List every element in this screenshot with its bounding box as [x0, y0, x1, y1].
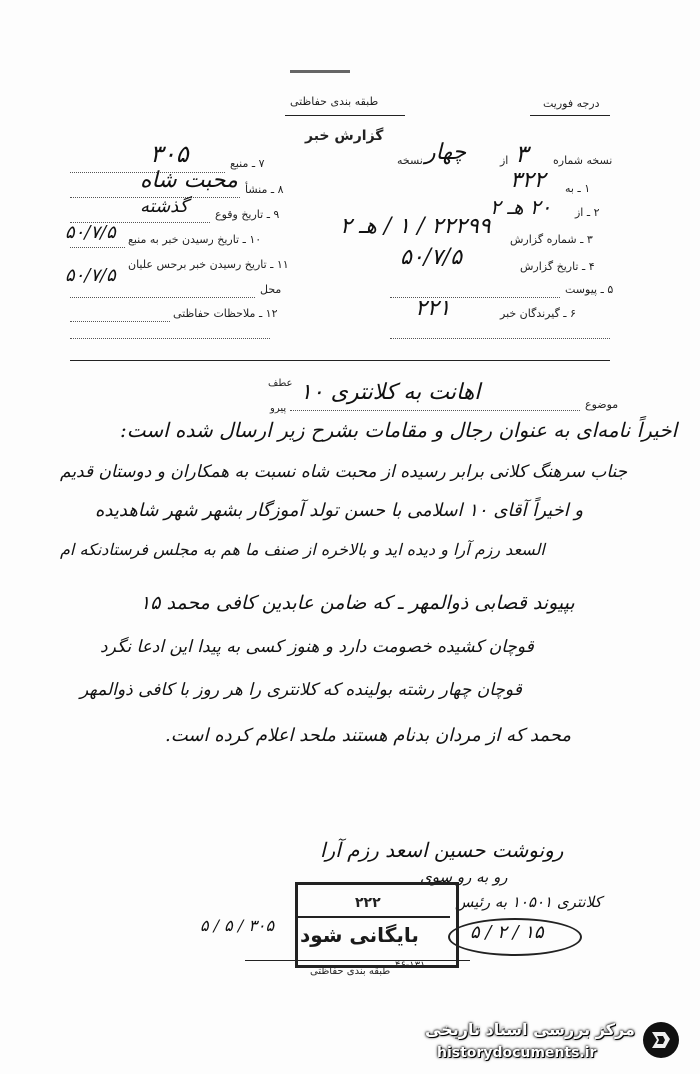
- circled-note-text: ۱۵ / ۲ / ۵: [470, 922, 544, 943]
- field-line-12: [70, 321, 170, 322]
- field-11-label: ۱۱ ـ تاریخ رسیدن خبر برحس علیان: [128, 258, 289, 271]
- classification-label: طبقه بندی حفاظتی: [290, 95, 379, 108]
- field-10-label: ۱۰ ـ تاریخ رسیدن خبر به منبع: [128, 233, 262, 246]
- body-line-4: السعد رزم آرا و دیده اید و بالاخره از صنف ما هم به مجلس فرستادنکه ام: [60, 540, 545, 559]
- stamp-caption: طبقه بندی حفاظتی: [310, 966, 391, 977]
- recipients-value: ۲۲۱: [415, 296, 451, 321]
- field-5-label: ۵ ـ پیوست: [565, 283, 614, 296]
- field-2-label: ۲ ـ از: [575, 206, 600, 219]
- signature-line-2: رو به رو سوی: [420, 868, 508, 886]
- event-date-value: گذشته: [140, 196, 189, 217]
- copy-number-value: ۳: [515, 140, 528, 168]
- date-received-value: ۵۰/۷/۵: [65, 265, 116, 286]
- stamp-code: ۳۰۵ / ۵ / ۵: [200, 916, 275, 935]
- signature-line-1: رونوشت حسین اسعد رزم آرا: [320, 838, 564, 862]
- stamp-ref: ۴۶-۱۳۱: [395, 960, 426, 971]
- field-line-6b: [390, 338, 610, 339]
- copy-word-label: نسخه: [397, 154, 423, 167]
- subject-side-bottom: پیرو: [270, 403, 287, 414]
- origin-value: محبت شاه: [140, 168, 238, 193]
- copy-from-label: از: [500, 154, 509, 167]
- copy-of-value: چهار: [425, 140, 467, 165]
- body-line-3: و اخیراً آقای ۱۰ اسلامی با حسن تولد آموزگار بشهر شهر شاهدیده: [95, 500, 584, 521]
- subject-side-top: عطف: [268, 378, 293, 389]
- urgency-label: درجه فوریت: [543, 97, 600, 110]
- report-number-value: ۲۲۲۹۹ / ۱ / هـ ۲: [340, 214, 491, 239]
- body-line-6: قوچان کشیده خصومت دارد و هنوز کسی به پیدا این ادعا نگرد: [100, 637, 534, 657]
- field-line-place: [70, 297, 255, 298]
- field-8-label: ۸ ـ منشأ: [245, 183, 284, 196]
- stamp-baseline: [245, 960, 470, 961]
- form-title: گزارش خبر: [305, 128, 384, 144]
- field-3-label: ۳ ـ شماره گزارش: [510, 233, 593, 246]
- footer-url[interactable]: historydocuments.ir: [437, 1045, 597, 1061]
- field-7-label: ۷ ـ منبع: [230, 157, 265, 170]
- subject-label: موضوع: [585, 398, 619, 411]
- body-line-7: قوچان چهار رشته بولینده که کلانتری را هر روز با کافی ذوالمهر: [80, 680, 522, 700]
- stamp-divider: [298, 916, 450, 918]
- subject-value: اهانت به کلانتری ۱۰: [300, 380, 481, 405]
- header-underline-right: [530, 115, 610, 116]
- from-value: ۲۰ هـ ۲: [490, 195, 552, 219]
- field-9-label: ۹ ـ تاریخ وقوع: [215, 208, 280, 221]
- body-line-5: بپیوند قصابی ذوالمهر ـ که ضامن عابدین کافی محمد ۱۵: [140, 592, 575, 614]
- section-divider: [70, 360, 610, 361]
- report-date-value: ۵۰/۷/۵: [400, 245, 463, 270]
- signature-line-3: کلانتری ۱۰۵۰۱ به رئیس: [455, 893, 602, 911]
- body-line-1: اخیراً نامه‌ای به عنوان رجال و مقامات بشرح زیر ارسال شده است:: [120, 418, 678, 442]
- body-line-2: جناب سرهنگ کلانی برابر رسیده از محبت شاه نسبت به همکاران و دوستان قدیم: [60, 462, 628, 482]
- top-smudge: [290, 70, 350, 73]
- source-value: ۳۰۵: [150, 140, 189, 168]
- body-line-8: محمد که از مردان بدنام هستند ملحد اعلام کرده است.: [165, 725, 572, 746]
- field-4-label: ۴ ـ تاریخ گزارش: [520, 260, 595, 273]
- footer-org: مرکز بررسی اسناد تاریخی: [425, 1020, 635, 1039]
- copy-number-label: نسخه شماره: [553, 154, 613, 167]
- stamp-number: ۲۲۲: [355, 895, 381, 911]
- to-value: ۳۲۲: [510, 168, 546, 193]
- field-1-label: ۱ ـ به: [565, 182, 591, 195]
- date-to-source-value: ۵۰/۷/۵: [65, 222, 116, 243]
- field-line-12b: [70, 338, 270, 339]
- header-underline-left: [285, 115, 405, 116]
- archive-logo-icon: [643, 1022, 679, 1058]
- stamp-text: بایگانی شود: [300, 923, 419, 947]
- field-line-10: [70, 247, 125, 248]
- subject-line: [290, 410, 580, 411]
- field-12-label: ۱۲ ـ ملاحظات حفاظتی: [173, 307, 278, 320]
- field-6-label: ۶ ـ گیرندگان خبر: [500, 307, 576, 320]
- place-label: محل: [260, 283, 282, 296]
